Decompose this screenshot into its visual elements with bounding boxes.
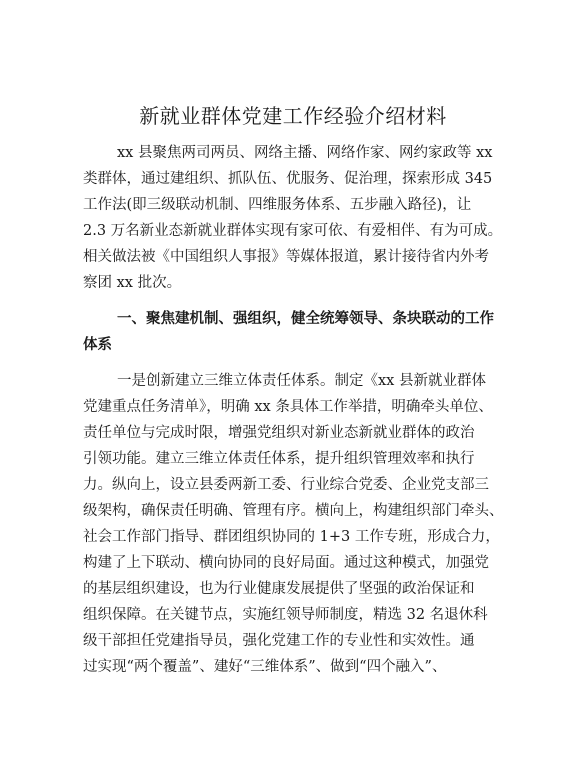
section-heading bbox=[83, 306, 503, 358]
paragraph-intro bbox=[83, 140, 503, 296]
text-line: 社会工作部门指导、群团组织协同的 1+3 工作专班，形成合力， bbox=[83, 529, 500, 545]
text-line: 党建重点任务清单》，明确 xx 条具体工作举措，明确牵头单位、 bbox=[83, 399, 493, 415]
text-line: 类群体，通过建组织、抓队伍、优服务、促治理，探索形成 345 bbox=[83, 171, 493, 187]
document-body bbox=[83, 140, 503, 680]
heading-line: 一、聚焦建机制、强组织，健全统筹领导、条块联动的工作 bbox=[117, 310, 494, 327]
text-line: 构建了上下联动、横向协同的良好局面。通过这种模式，加强党 bbox=[83, 555, 489, 571]
text-line: 力。纵向上，设立县委两新工委、行业综合党委、企业党支部三 bbox=[83, 477, 489, 493]
text-line: 组织保障。在关键节点，实施红领导师制度，精选 32 名退休科 bbox=[83, 607, 488, 623]
text-line: xx 县聚焦两司两员、网络主播、网络作家、网约家政等 xx bbox=[117, 145, 493, 161]
text-line: 引领功能。建立三维立体责任体系，提升组织管理效率和执行 bbox=[83, 451, 475, 467]
text-line: 2.3 万名新业态新就业群体实现有家可依、有爱相伴、有为可成。 bbox=[83, 223, 503, 239]
heading-line: 体系 bbox=[83, 336, 112, 353]
text-line: 工作法(即三级联动机制、四维服务体系、五步融入路径)，让 bbox=[83, 197, 472, 213]
text-line: 过实现“两个覆盖”、建好“三维体系”、做到“四个融入”、 bbox=[83, 659, 447, 675]
text-line: 一是创新建立三维立体责任体系。制定《xx 县新就业群体 bbox=[117, 373, 486, 389]
document-title: 新就业群体党建工作经验介绍材料 bbox=[139, 104, 447, 128]
text-line: 的基层组织建设，也为行业健康发展提供了坚强的政治保证和 bbox=[83, 581, 475, 597]
text-line: 相关做法被《中国组织人事报》等媒体报道，累计接待省内外考 bbox=[83, 249, 489, 265]
text-line: 责任单位与完成时限，增强党组织对新业态新就业群体的政治 bbox=[83, 425, 475, 441]
text-line: 察团 xx 批次。 bbox=[83, 275, 182, 291]
text-line: 级架构，确保责任明确、管理有序。横向上，构建组织部门牵头、 bbox=[83, 503, 503, 519]
paragraph-responsibility bbox=[83, 368, 503, 680]
text-line: 级干部担任党建指导员，强化党建工作的专业性和实效性。通 bbox=[83, 633, 475, 649]
